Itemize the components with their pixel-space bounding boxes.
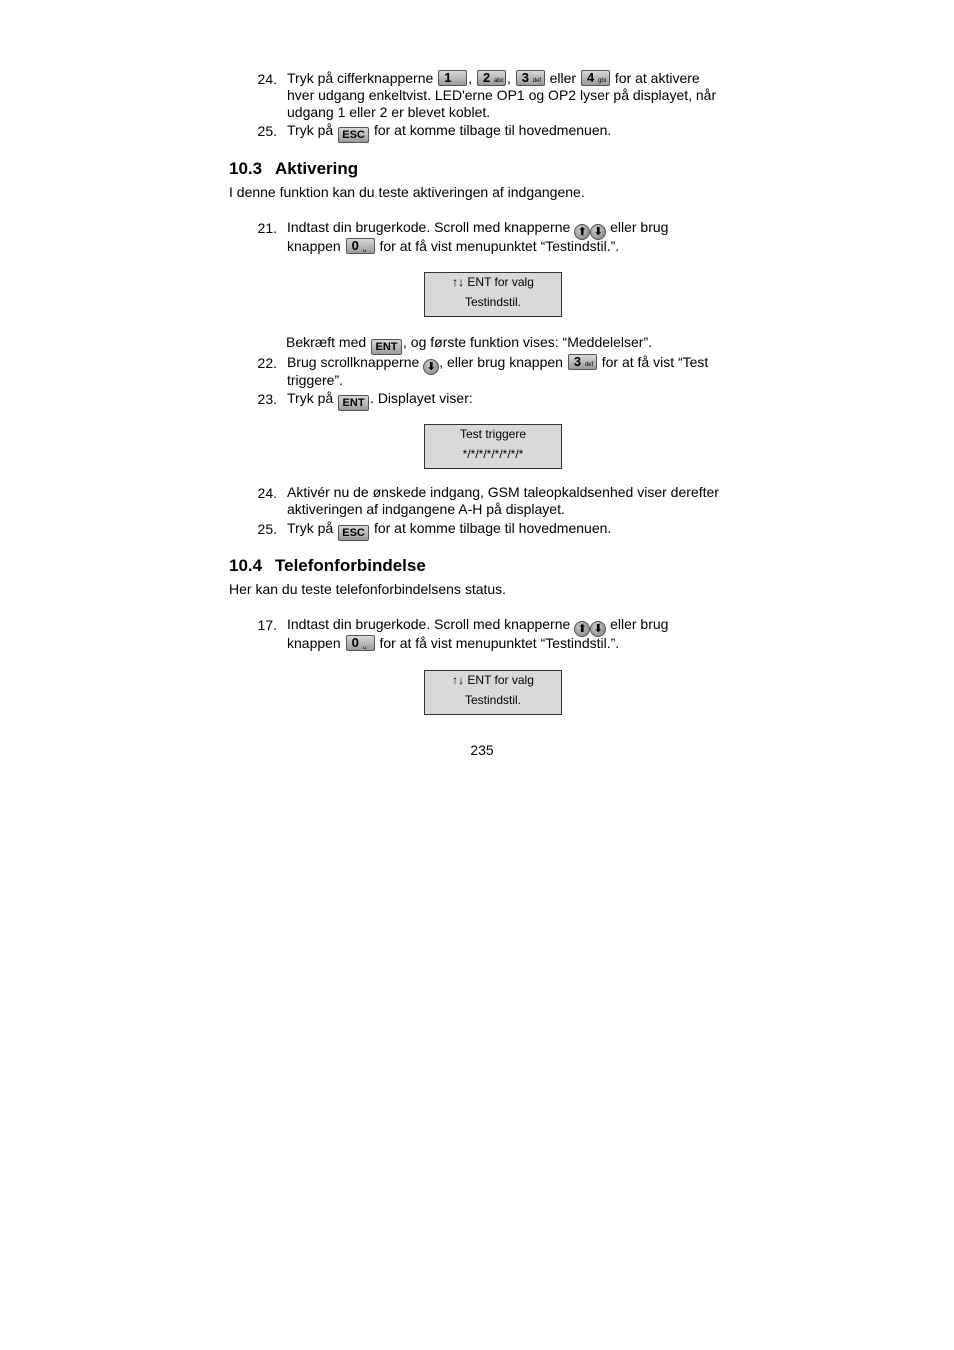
- instruction-line: [286, 334, 652, 355]
- text: Brug scrollknapperne: [287, 354, 420, 370]
- key-3-icon: [516, 70, 545, 86]
- lcd-row-1: ↑↓ ENT for valg: [452, 275, 534, 289]
- list-number: 22.: [257, 355, 277, 371]
- instruction-line: [287, 122, 611, 143]
- key-label: 3: [521, 70, 529, 85]
- instruction-line: triggere”.: [287, 372, 344, 388]
- arrow-down-icon: ⬇: [423, 359, 439, 375]
- arrow-up-icon: ⬆: [574, 224, 590, 240]
- text: eller: [549, 70, 577, 86]
- lcd-row-1: ↑↓ ENT for valg: [452, 673, 534, 687]
- section-number: 10.3: [229, 159, 263, 178]
- text: Indtast din brugerkode. Scroll med knapperne: [287, 219, 571, 235]
- list-number: 25.: [257, 521, 277, 537]
- text: Indtast din brugerkode. Scroll med knapperne: [287, 616, 571, 632]
- instruction-line: Aktivér nu de ønskede indgang, GSM taleopkaldsenhed viser derefter: [287, 484, 719, 500]
- list-number: 21.: [257, 220, 277, 236]
- arrow-up-icon: ⬆: [574, 621, 590, 637]
- lcd-display: [424, 670, 562, 715]
- text: for at få vist menupunktet “Testindstil.”.: [379, 635, 620, 651]
- text: Tryk på: [287, 390, 334, 406]
- key-label: 0: [351, 238, 359, 253]
- esc-key-icon: [338, 525, 369, 541]
- key-sublabel: def: [532, 78, 542, 84]
- key-sublabel: def: [584, 362, 594, 368]
- instruction-line: [287, 390, 473, 411]
- lcd-row-2: Testindstil.: [464, 693, 522, 707]
- key-label: 1: [444, 70, 452, 85]
- key-0-icon: [346, 635, 375, 651]
- instruction-line: [287, 520, 611, 541]
- key-label: ENT: [375, 341, 398, 353]
- instruction-line: [287, 219, 668, 240]
- arrow-down-icon: ⬇: [590, 621, 606, 637]
- key-1-icon: [438, 70, 467, 86]
- section-title: Telefonforbindelse: [275, 556, 426, 575]
- text: Tryk på: [287, 122, 334, 138]
- text: for at komme tilbage til hovedmenuen.: [373, 520, 612, 536]
- instruction-line: [287, 635, 619, 652]
- list-number: 24.: [257, 485, 277, 501]
- list-number: 25.: [257, 123, 277, 139]
- key-label: ESC: [342, 129, 365, 141]
- key-label: 4: [587, 70, 595, 85]
- lcd-display: [424, 272, 562, 317]
- lcd-row-2: */*/*/*/*/*/*/*: [462, 447, 524, 461]
- key-label: 2: [482, 70, 491, 85]
- text: knappen: [287, 635, 341, 651]
- section-intro: Her kan du teste telefonforbindelsens status.: [229, 581, 507, 597]
- esc-key-icon: [338, 127, 369, 143]
- section-heading: [229, 159, 358, 179]
- text: ,: [468, 70, 473, 86]
- text: Tryk på cifferknapperne: [287, 70, 434, 86]
- text: Bekræft med: [286, 334, 367, 350]
- section-number: 10.4: [229, 556, 263, 575]
- section-intro: I denne funktion kan du teste aktiveringen af indgangene.: [229, 184, 585, 200]
- key-label: ENT: [342, 397, 365, 409]
- key-4-icon: [581, 70, 610, 86]
- section-heading: [229, 556, 426, 576]
- lcd-row-1: Test triggere: [459, 427, 527, 441]
- key-sublabel: ␣: [362, 246, 367, 252]
- key-sublabel: abc: [493, 78, 504, 84]
- text: Tryk på: [287, 520, 334, 536]
- instruction-line: [287, 238, 619, 255]
- list-number: 24.: [257, 71, 277, 87]
- text: . Displayet viser:: [370, 390, 473, 406]
- section-title: Aktivering: [275, 159, 359, 178]
- key-sublabel: ␣: [362, 643, 367, 649]
- list-number: 17.: [257, 617, 277, 633]
- key-label: ESC: [342, 527, 365, 539]
- text: , eller brug knappen: [439, 354, 563, 370]
- arrow-down-icon: ⬇: [590, 224, 606, 240]
- instruction-line: [287, 354, 708, 375]
- text: eller brug: [610, 616, 669, 632]
- ent-key-icon: [371, 339, 402, 355]
- key-0-icon: [346, 238, 375, 254]
- text: eller brug: [610, 219, 669, 235]
- key-label: 3: [573, 354, 582, 369]
- lcd-row-2: Testindstil.: [464, 295, 522, 309]
- lcd-display: [424, 424, 562, 469]
- text: for at komme tilbage til hovedmenuen.: [373, 122, 612, 138]
- instruction-line: [287, 616, 668, 637]
- key-2-icon: [477, 70, 506, 86]
- instruction-line: udgang 1 eller 2 er blevet koblet.: [287, 104, 491, 120]
- instruction-line: [287, 70, 700, 87]
- page-number: 235: [470, 742, 494, 758]
- key-sublabel: ghi: [598, 78, 607, 84]
- ent-key-icon: [338, 395, 369, 411]
- text: for at få vist “Test: [601, 354, 709, 370]
- key-label: 0: [351, 635, 359, 650]
- text: for at aktivere: [614, 70, 700, 86]
- text: ,: [506, 70, 511, 86]
- key-3-icon: [568, 354, 597, 370]
- list-number: 23.: [257, 391, 277, 407]
- text: knappen: [287, 238, 341, 254]
- instruction-line: hver udgang enkeltvist. LED'erne OP1 og OP2 lyser på displayet, når: [287, 87, 717, 103]
- text: , og første funktion vises: “Meddelelser”.: [403, 334, 653, 350]
- text: for at få vist menupunktet “Testindstil.”.: [379, 238, 620, 254]
- instruction-line: aktiveringen af indgangene A-H på displayet.: [287, 501, 565, 517]
